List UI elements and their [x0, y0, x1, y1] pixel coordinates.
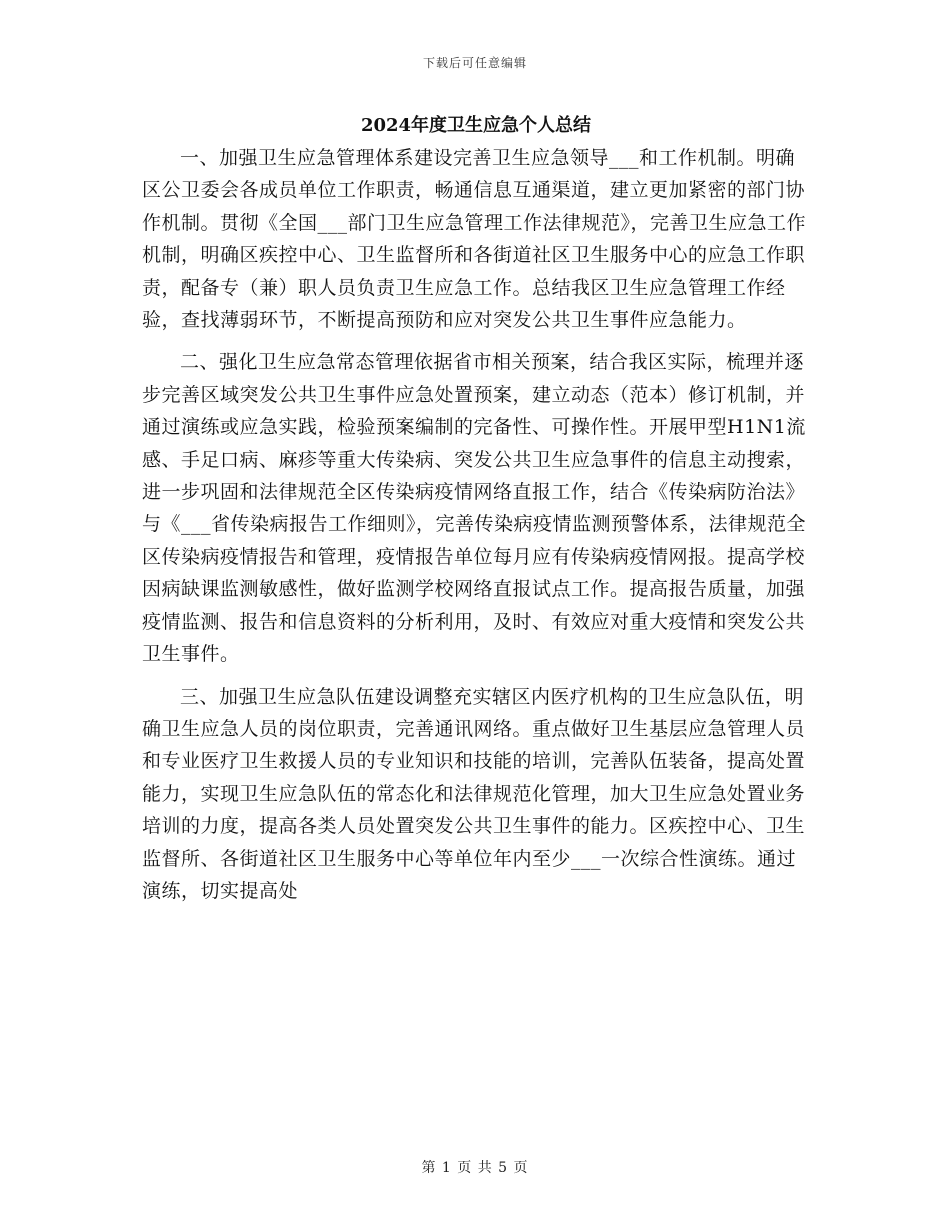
paragraph-2: 二、强化卫生应急常态管理依据省市相关预案，结合我区实际，梳理并逐步完善区域突发公共卫生事件应急处置预案，建立动态（范本）修订机制，并通过演练或应急实践，检验预案编制的完备性、可操作性。开展甲型H1N1流感、手足口病、麻疹等重大传染病、突发公共卫生应急事件的信息主动搜索，进一步巩固和法律规范全区传染病疫情网络直报工作，结合《传染病防治法》与《___省传染病报告工作细则》，完善传染病疫情监测预警体系，法律规范全区传染病疫情报告和管理，疫情报告单位每月应有传染病疫情网报。提高学校因病缺课监测敏感性，做好监测学校网络直报试点工作。提高报告质量，加强疫情监测、报告和信息资料的分析利用，及时、有效应对重大疫情和突发公共卫生事件。	[142, 351, 807, 666]
document-content	[142, 110, 810, 907]
document-title: 2024年度卫生应急个人总结	[360, 115, 592, 136]
paragraph-3: 三、加强卫生应急队伍建设调整充实辖区内医疗机构的卫生应急队伍，明确卫生应急人员的岗位职责，完善通讯网络。重点做好卫生基层应急管理人员和专业医疗卫生救援人员的专业知识和技能的培训，完善队伍装备，提高处置能力，实现卫生应急队伍的常态化和法律规范化管理，加大卫生应急处置业务培训的力度，提高各类人员处置突发公共卫生事件的能力。区疾控中心、卫生监督所、各街道社区卫生服务中心等单位年内至少___一次综合性演练。通过演练，切实提高处	[142, 685, 806, 902]
page-footer: 第 1 页 共 5 页	[421, 1160, 529, 1176]
page-header: 下载后可任意编辑	[422, 56, 527, 70]
paragraph-1: 一、加强卫生应急管理体系建设完善卫生应急领导___和工作机制。明确区公卫委会各成员单位工作职责，畅通信息互通渠道，建立更加紧密的部门协作机制。贯彻《全国___部门卫生应急管理工作法律规范》，完善卫生应急工作机制，明确区疾控中心、卫生监督所和各街道社区卫生服务中心的应急工作职责，配备专（兼）职人员负责卫生应急工作。总结我区卫生应急管理工作经验，查找薄弱环节，不断提高预防和应对突发公共卫生事件应急能力。	[142, 147, 807, 332]
